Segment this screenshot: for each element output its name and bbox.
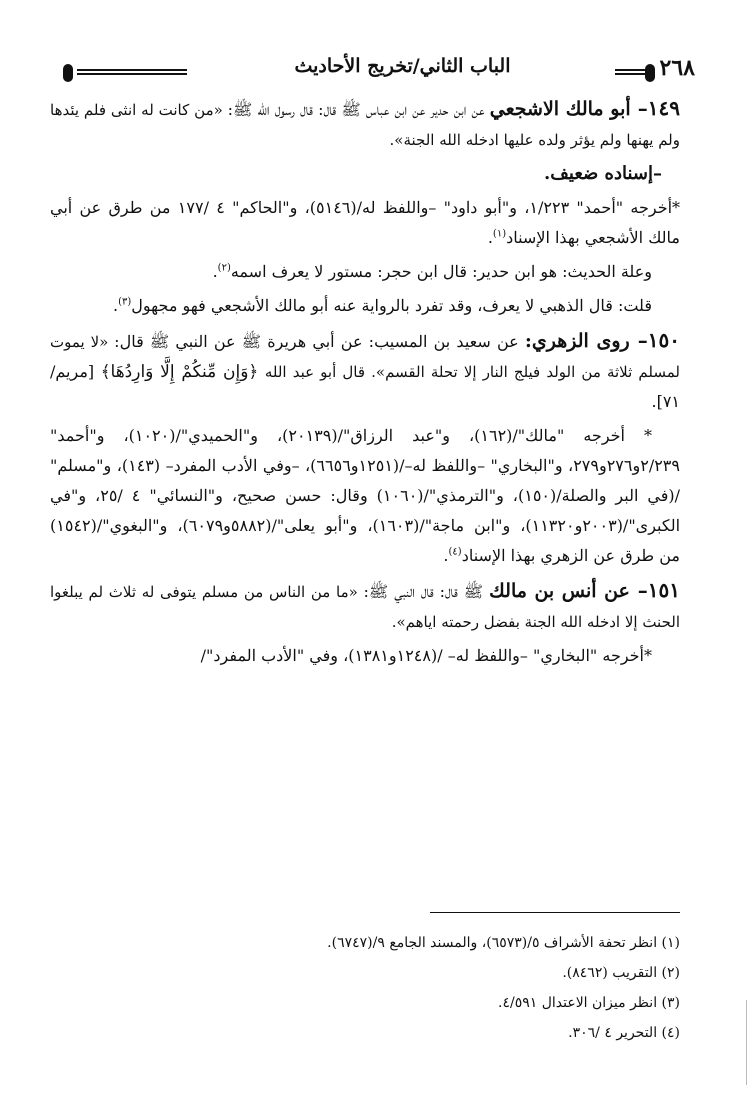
hadith-149: [50, 93, 680, 155]
qult-149: قلت: قال الذهبي لا يعرف، وقد تفرد بالرواية عنه أبو مالك الأشجعي فهو مجهول$^{(٣)}$.: [112, 296, 652, 315]
footnote-1: (١) انظر تحفة الأشراف ٥/(٦٥٧٣)، والمسند الجامع ٩/(٦٧٤٧).: [327, 935, 680, 951]
hadith-narrator: روى الزهري:: [524, 330, 630, 352]
takhrij-text: *أخرجه "أحمد" ١/٢٢٣، و"أبو داود" –واللفظ له/(٥١٤٦)، و"الحاكم" ٤ /١٧٧ من طرق عن أبي مالك الأشجعي بهذا الإسناد: [50, 198, 681, 247]
hadith-narrator: عن أنس بن مالك: [489, 580, 630, 602]
takhrij-151: *أخرجه "البخاري" –واللفظ له– /(١٢٤٨و١٣٨١)، وفي "الأدب المفرد"/: [200, 646, 652, 665]
hadith-chain: عن سعيد بن المسيب: عن أبي هريرة ﷺ عن النبي ﷺ قال:: [114, 332, 525, 351]
footnote-ref: (٢): [217, 262, 231, 274]
illa-text: وعلة الحديث: هو ابن حدير: قال ابن حجر: مستور لا يعرف اسمه: [230, 262, 652, 281]
page-header: [55, 55, 695, 91]
grading-149: –إسناده ضعيف.: [543, 163, 662, 184]
hadith-text: «من كانت له انثى فلم يئدها ولم يهنها ولم يؤثر ولده عليها ادخله الله الجنة».: [50, 101, 680, 149]
footnote-ref: (٤): [448, 546, 462, 558]
takhrij-150: * أخرجه "مالك"/(١٦٢)، و"عبد الرزاق"/(٢٠١٣٩)، و"الحميدي"/(١٠٢٠)، و"أحمد" ٢/٢٣٩و٢٧٦و٢٧٩، و"البخاري" –واللفظ له–/(١٢٥١و٦٦٥٦)، –وفي الأدب المفرد– (١٤٣)، و"مسلم" /(في البر والصلة/(١٥٠)، و"الترمذي"/(١٠٦٠) وقال: حسن صحيح، و"النسائي" ٤ /٢٥، و"في الكبرى"/(٢٠٠٣و١١٣٢٠)، و"ابن ماجة"/(١٦٠٣)، و"أبو يعلى"/(٥٨٨٢و٦٠٧٩)، و"البغوي"/(١٥٤٢) من طرق عن الزهري بهذا الإسناد$^{(٤)}$.: [50, 426, 681, 565]
ornament-dot-left: [63, 64, 73, 82]
hadith-150: [50, 325, 680, 417]
hadith-number: ١٥٠–: [629, 328, 681, 352]
takhrij-text: * أخرجه "مالك"/(١٦٢)، و"عبد الرزاق"/(٢٠١٣٩)، و"الحميدي"/(١٠٢٠)، و"أحمد" ٢/٢٣٩و٢٧٦و٢٧٩، و"البخاري" –واللفظ له–/(١٢٥١و٦٦٥٦)، –وفي الأدب المفرد– (١٤٣)، و"مسلم" /(في البر والصلة/(١٥٠)، و"الترمذي"/(١٠٦٠) وقال: حسن صحيح، و"النسائي" ٤ /٢٥، و"في الكبرى"/(٢٠٠٣و١١٣٢٠)، و"ابن ماجة"/(١٦٠٣)، و"أبو يعلى"/(٥٨٨٢و٦٠٧٩)، و"البغوي"/(١٥٤٢) من طرق عن الزهري بهذا الإسناد: [50, 426, 681, 565]
page-number: ٢٦٨: [659, 55, 695, 81]
hadith-chain: ﷺ قال: قال النبي ﷺ:: [363, 582, 490, 601]
scan-edge-mark: [746, 1000, 747, 1085]
footnote-2: (٢) التقريب (٨٤٦٢).: [562, 965, 680, 981]
hadith-151: [50, 575, 680, 637]
footnote-ref: (٣): [118, 296, 132, 308]
takhrij-149: *أخرجه "أحمد" ١/٢٢٣، و"أبو داود" –واللفظ له/(٥١٤٦)، و"الحاكم" ٤ /١٧٧ من طرق عن أبي مالك الأشجعي بهذا الإسناد$^{(١)}$.: [50, 198, 681, 247]
footnote-ref: (١): [492, 228, 507, 240]
footnote-separator: [430, 912, 680, 913]
footnote-3: (٣) انظر ميزان الاعتدال ٤/٥٩١.: [498, 995, 680, 1011]
hadith-number: ١٤٩–: [630, 96, 680, 120]
header-rule-right: [615, 67, 647, 79]
hadith-number: ١٥١–: [629, 578, 681, 602]
main-text: [50, 93, 680, 675]
verse-reference: [مريم/٧١].: [50, 362, 680, 411]
hadith-narrator: أبو مالك الاشجعي: [489, 98, 631, 120]
hadith-text: «لا يموت لمسلم ثلاثة من الولد فيلج النار إلا تحلة القسم». قال أبو عبد الله: [50, 333, 680, 381]
quran-verse: ﴿وَإِن مِّنكُمْ إِلَّا وَارِدُهَا﴾: [100, 362, 259, 382]
hadith-text: «ما من الناس من مسلم يتوفى له ثلاث لم يبلغوا الحنث إلا ادخله الله الجنة بفضل رحمته اياهم».: [50, 583, 680, 631]
hadith-chain: عن ابن حدير عن ابن عباس ﷺ قال: قال رسول الله ﷺ:: [227, 100, 490, 119]
running-title: الباب الثاني/تخريج الأحاديث: [294, 55, 511, 77]
footnotes: [80, 928, 680, 1048]
illa-149: وعلة الحديث: هو ابن حدير: قال ابن حجر: مستور لا يعرف اسمه$^{(٢)}$.: [212, 262, 652, 281]
header-rule-left: [77, 67, 187, 79]
qult-text: قلت: قال الذهبي لا يعرف، وقد تفرد بالرواية عنه أبو مالك الأشجعي فهو مجهول: [131, 296, 652, 315]
footnote-4: (٤) التحرير ٤ /٣٠٦.: [568, 1025, 680, 1041]
